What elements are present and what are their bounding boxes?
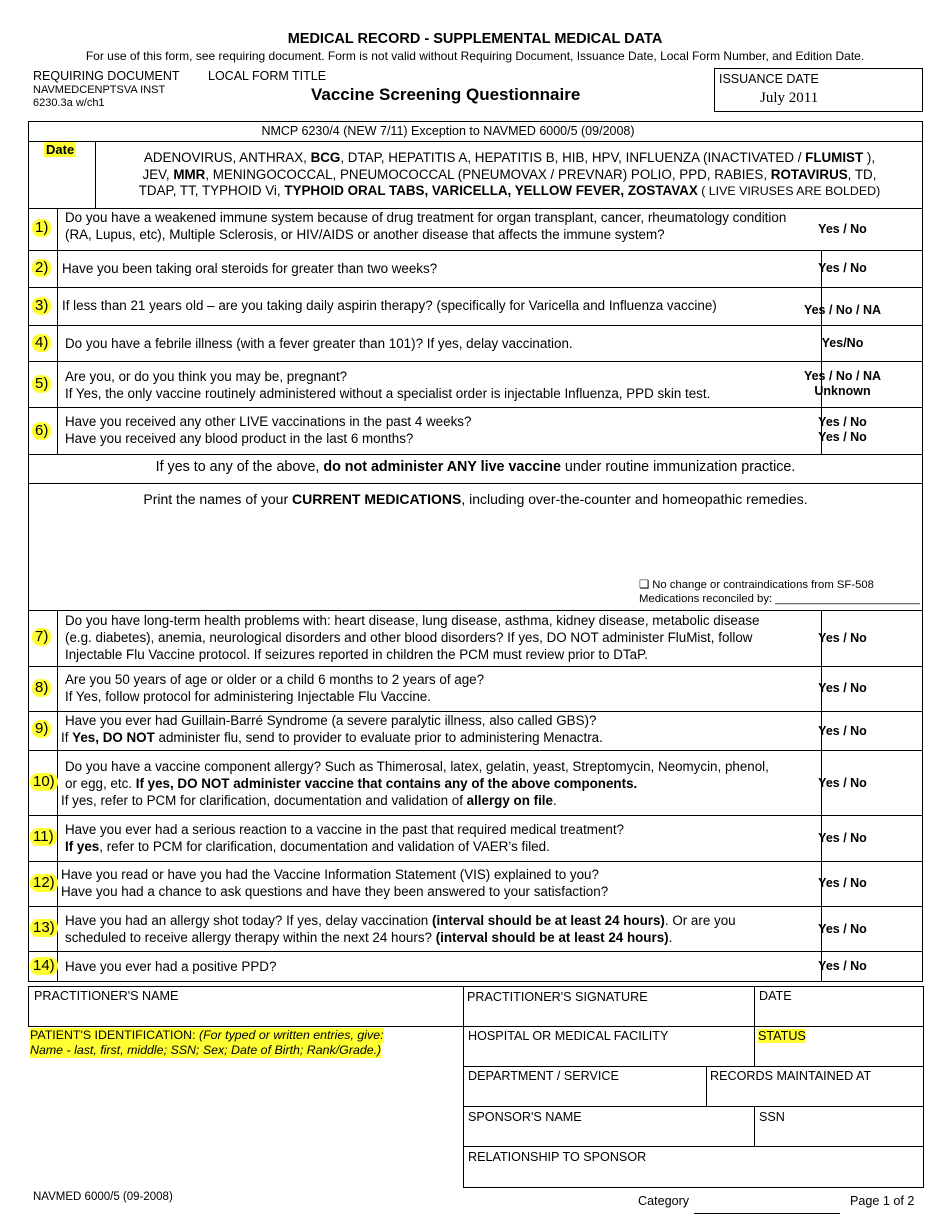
category-line[interactable] <box>694 1213 840 1214</box>
question-number: 6) <box>32 422 51 440</box>
answer-choice[interactable]: Yes / No <box>818 681 867 695</box>
medications-entry-area[interactable] <box>40 512 630 607</box>
question-number: 9) <box>32 720 51 738</box>
patient-identification-area[interactable] <box>30 1060 455 1185</box>
issuance-date[interactable]: July 2011 <box>760 90 819 106</box>
question-number: 14) <box>30 957 58 975</box>
answer-choice[interactable]: Yes / No <box>818 631 867 645</box>
practitioner-name-label: PRACTITIONER'S NAME <box>34 989 179 1003</box>
answer-choice[interactable]: Yes / No <box>818 959 867 973</box>
answer-choice[interactable]: Yes / No <box>818 922 867 936</box>
answer-choice[interactable]: Yes / No / NA Unknown <box>803 369 882 398</box>
requiring-document-label: REQUIRING DOCUMENT <box>33 69 180 83</box>
vaccine-list: ADENOVIRUS, ANTHRAX, BCG, DTAP, HEPATITIS A, HEPATITIS B, HIB, HPV, INFLUENZA (INACTIVATED / FLUMIST ), JEV, MMR, MENINGOCOCCAL, PNEUMOCOCCAL (PNEUMOVAX / PREVNAR) POLIO, PPD, RABIES, ROTAVIRUS, TD, TDAP, TT, TYPHOID Vi, TYPHOID ORAL TABS, VARICELLA, YELLOW FEVER, ZOSTAVAX ( LIVE VIRUSES ARE BOLDED) <box>138 150 881 198</box>
department-label: DEPARTMENT / SERVICE <box>468 1069 619 1083</box>
patient-identification-hint: Name - last, first, middle; SSN; Sex; Date of Birth; Rank/Grade.) <box>30 1043 382 1057</box>
question-text: Are you 50 years of age or older or a child 6 months to 2 years of age? If Yes, follow protocol for administering Injectable Flu Vaccine. <box>65 672 485 704</box>
patient-identification-label: PATIENT'S IDENTIFICATION: (For typed or written entries, give: <box>30 1028 384 1042</box>
question-number: 5) <box>32 375 51 393</box>
question-text: Are you, or do you think you may be, pregnant? If Yes, the only vaccine routinely administered without a specialist order is injectable Influenza, PPD skin test. <box>65 369 711 401</box>
issuance-date-label: ISSUANCE DATE <box>719 72 819 86</box>
answer-choice[interactable]: Yes / No <box>818 724 867 738</box>
current-medications-prompt: Print the names of your CURRENT MEDICATIONS, including over-the-counter and homeopathic remedies. <box>143 491 808 507</box>
form-reference: NMCP 6230/4 (NEW 7/11) Exception to NAVMED 6000/5 (09/2008) <box>261 124 635 138</box>
category-label: Category <box>638 1194 690 1208</box>
hospital-label: HOSPITAL OR MEDICAL FACILITY <box>468 1029 669 1043</box>
answer-choice[interactable]: Yes / No <box>818 261 867 275</box>
question-text: Have you received any other LIVE vaccinations in the past 4 weeks? Have you received any blood product in the last 6 months? <box>65 414 472 446</box>
question-text: Have you had an allergy shot today? If yes, delay vaccination (interval should be at least 24 hours). Or are you scheduled to receive allergy therapy within the next 24 hours? (interval should be at least 24 hours). <box>65 913 736 945</box>
form-subtitle: For use of this form, see requiring document. Form is not valid without Requiring Document, Issuance Date, Local Form Number, and Edition Date. <box>85 49 865 63</box>
question-text: Have you read or have you had the Vaccine Information Statement (VIS) explained to you? Have you had a chance to ask questions and have they been answered to your satisfaction? <box>61 867 609 899</box>
question-text: Do you have a vaccine component allergy? Such as Thimerosal, latex, gelatin, yeast, Streptomycin, Neomycin, phenol, or egg, etc. If yes, DO NOT administer vaccine that contains any of the above components. If yes, refer to PCM for clarification, documentation and validation of allergy on file. <box>61 759 769 808</box>
question-number: 13) <box>30 919 58 937</box>
page-number: Page 1 of 2 <box>850 1194 915 1208</box>
date-field-label: DATE <box>759 989 792 1003</box>
question-number: 2) <box>32 259 51 277</box>
question-number: 10) <box>30 773 58 791</box>
live-vaccine-warning: If yes to any of the above, do not administer ANY live vaccine under routine immunization practice. <box>155 459 796 475</box>
question-text: Have you ever had a serious reaction to a vaccine in the past that required medical treatment? If yes, refer to PCM for clarification, documentation and validation of VAER’s filed. <box>65 822 625 854</box>
medications-reconciled-by[interactable]: Medications reconciled by: _______________________ <box>639 593 920 605</box>
question-text: If less than 21 years old – are you taking daily aspirin therapy? (specifically for Varicella and Influenza vaccine) <box>62 298 717 313</box>
question-text: Have you ever had a positive PPD? <box>65 959 277 974</box>
question-text: Do you have a febrile illness (with a fever greater than 101)? If yes, delay vaccination. <box>65 336 573 351</box>
local-form-title: Vaccine Screening Questionnaire <box>311 85 581 104</box>
local-form-title-label: LOCAL FORM TITLE <box>208 69 327 83</box>
question-number: 8) <box>32 679 51 697</box>
status-label: STATUS <box>758 1029 806 1043</box>
answer-choice[interactable]: Yes / No Yes / No <box>818 415 867 444</box>
answer-choice[interactable]: Yes / No <box>818 831 867 845</box>
answer-choice[interactable]: Yes / No / NA <box>803 303 882 317</box>
question-number: 4) <box>32 334 51 352</box>
ssn-label: SSN <box>759 1110 785 1124</box>
question-text: Do you have long-term health problems with: heart disease, lung disease, asthma, kidney disease, metabolic disease (e.g. diabetes), anemia, neurological disorders and other blood disorders? If yes, DO NOT administer FluMist, follow Injectable Flu Vaccine protocol. If seizures reported in children the PCM must review prior to DTaP. <box>65 613 760 662</box>
question-number: 11) <box>30 828 57 846</box>
answer-choice[interactable]: Yes/No <box>821 336 864 350</box>
practitioner-signature-label: PRACTITIONER'S SIGNATURE <box>467 990 648 1004</box>
date-label: Date <box>46 142 75 157</box>
requiring-document-value-2: 6230.3a w/ch1 <box>33 97 105 109</box>
question-text: Have you been taking oral steroids for greater than two weeks? <box>62 261 438 276</box>
requiring-document-value: NAVMEDCENPTSVA INST <box>33 84 166 96</box>
no-change-checkbox[interactable]: ❏ No change or contraindications from SF-508 <box>639 579 874 591</box>
question-number: 3) <box>32 297 51 315</box>
answer-choice[interactable]: Yes / No <box>818 222 867 236</box>
answer-choice[interactable]: Yes / No <box>818 876 867 890</box>
form-title: MEDICAL RECORD - SUPPLEMENTAL MEDICAL DATA <box>287 31 663 47</box>
question-number: 1) <box>32 219 51 237</box>
question-number: 7) <box>32 628 51 646</box>
records-maintained-label: RECORDS MAINTAINED AT <box>710 1069 872 1083</box>
answer-choice[interactable]: Yes / No <box>818 776 867 790</box>
question-number: 12) <box>30 874 58 892</box>
sponsor-name-label: SPONSOR'S NAME <box>468 1110 582 1124</box>
relationship-label: RELATIONSHIP TO SPONSOR <box>468 1150 647 1164</box>
form-number: NAVMED 6000/5 (09-2008) <box>33 1191 173 1203</box>
question-text: Do you have a weakened immune system because of drug treatment for organ transplant, cancer, rheumatology condition (RA, Lupus, etc), Multiple Sclerosis, or HIV/AIDS or another disease that affects the immune system? <box>65 210 787 242</box>
question-text: Have you ever had Guillain-Barré Syndrome (a severe paralytic illness, also called GBS)? If Yes, DO NOT administer flu, send to provider to evaluate prior to administering Menactra. <box>61 713 603 745</box>
